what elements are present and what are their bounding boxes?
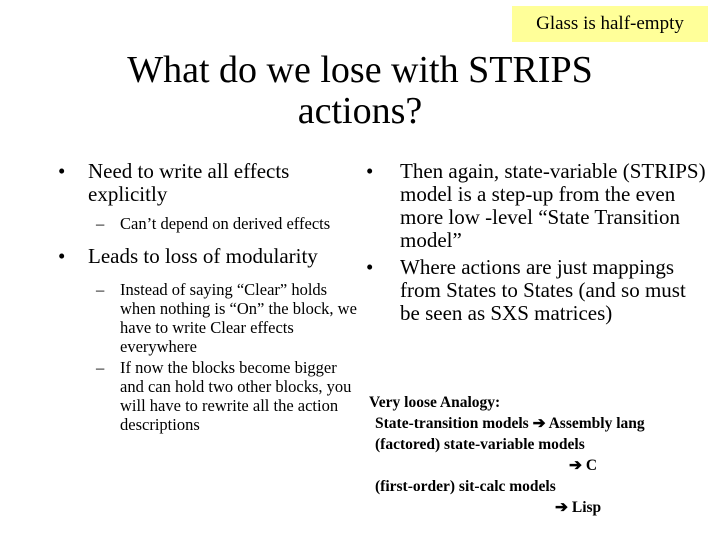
dash-glyph: – xyxy=(96,358,105,377)
analogy-line-1 xyxy=(369,413,709,434)
analogy-text: State-transition models xyxy=(375,415,529,432)
sub-bullet-text: If now the blocks become bigger and can hold two other blocks, you will have to rewrite all the action descriptions xyxy=(120,358,352,434)
arrow-right-icon: ➔ xyxy=(555,499,568,516)
dash-glyph: – xyxy=(96,214,105,233)
bullet-effects xyxy=(58,160,358,206)
sub-bullet-clear xyxy=(58,280,358,356)
bullet-text: Where actions are just mappings from States to States (and so must be seen as SXS matrices) xyxy=(400,255,686,325)
sub-bullet-text: Instead of saying “Clear” holds when nothing is “On” the block, we have to write Clear effects everywhere xyxy=(120,280,357,356)
analogy-line-5 xyxy=(369,497,709,518)
analogy-heading: Very loose Analogy: xyxy=(369,394,501,411)
arrow-right-icon: ➔ xyxy=(532,415,546,432)
analogy-line-3 xyxy=(369,455,709,476)
dash-glyph: – xyxy=(96,280,105,299)
bullet-text: Then again, state-variable (STRIPS) model is a step-up from the even more low -level “State Transition model” xyxy=(400,159,706,252)
title-line-2: actions? xyxy=(297,90,423,132)
slide-title xyxy=(80,50,640,132)
analogy-line-2: (factored) state-variable models xyxy=(375,436,585,453)
bullet-mappings xyxy=(366,256,706,325)
arrow-right-icon: ➔ xyxy=(569,457,582,474)
analogy-text: Lisp xyxy=(571,499,602,516)
analogy-text: Assembly lang xyxy=(548,415,645,432)
bullet-glyph: • xyxy=(366,255,374,279)
sub-bullet-text: Can’t depend on derived effects xyxy=(120,214,331,233)
bullet-modularity xyxy=(58,245,358,268)
analogy-text: C xyxy=(585,457,598,474)
bullet-text: Need to write all effects explicitly xyxy=(88,159,290,206)
bullet-glyph: • xyxy=(58,244,66,268)
analogy-line-4: (first-order) sit-calc models xyxy=(375,478,556,495)
bullet-state-variable xyxy=(366,160,706,252)
bullet-glyph: • xyxy=(366,159,374,183)
sub-bullet-derived xyxy=(58,214,358,233)
slide-tag: Glass is half-empty xyxy=(512,6,708,42)
title-line-1: What do we lose with STRIPS xyxy=(127,49,593,91)
bullet-text: Leads to loss of modularity xyxy=(88,244,318,268)
bullet-glyph: • xyxy=(58,159,66,183)
left-column xyxy=(58,160,358,434)
analogy-block xyxy=(369,392,709,518)
sub-bullet-bigger-blocks xyxy=(58,358,358,434)
right-column xyxy=(366,160,706,325)
